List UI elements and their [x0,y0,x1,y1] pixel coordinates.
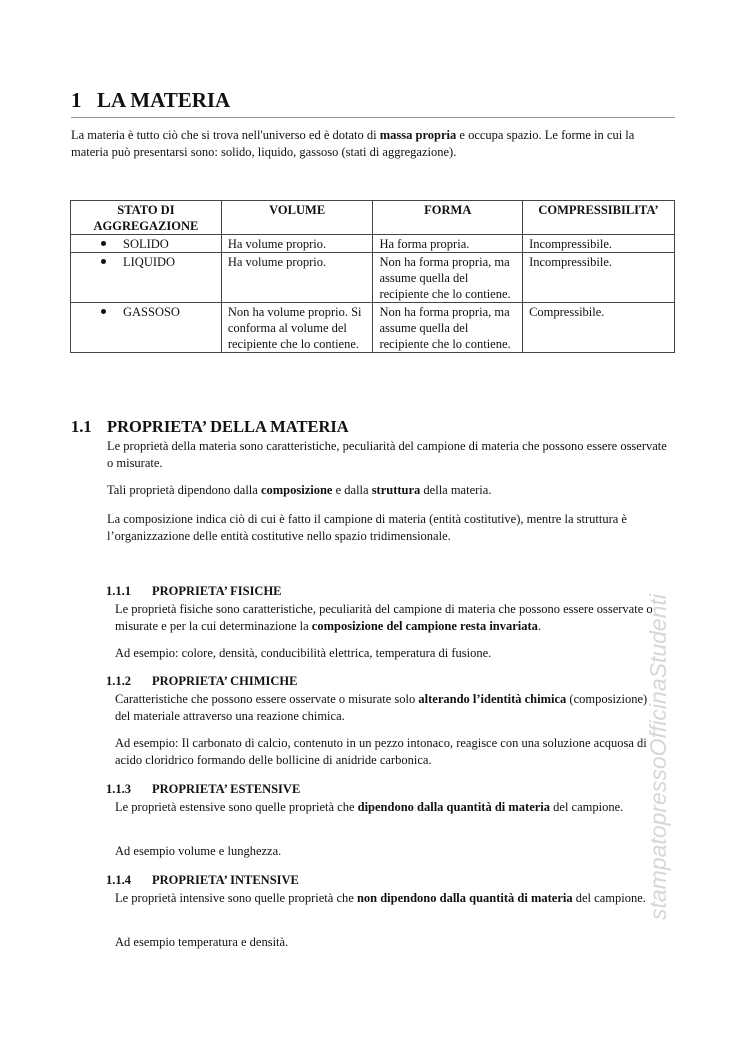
bullet-icon [101,259,106,264]
subsection-title: PROPRIETA’ CHIMICHE [152,674,298,688]
subsection-title: PROPRIETA’ FISICHE [152,584,282,598]
text: e dalla [332,483,372,497]
subsection-heading [106,873,299,888]
table-row [71,303,675,353]
subsection-example: Ad esempio: Il carbonato di calcio, contenuto in un pezzo intonaco, reagisce con una soluzione acquosa di acido cloridrico formando delle bollicine di anidride carbonica. [115,736,647,767]
table-cell: Ha forma propria. [373,235,523,253]
subsection-title: PROPRIETA’ INTENSIVE [152,873,299,887]
bold-text: struttura [371,483,421,497]
subsection-number: 1.1.2 [106,674,131,688]
text: del campione. [572,891,646,905]
text: del campione. [550,800,624,814]
table-header: COMPRESSIBILITA’ [523,201,675,235]
table-row [71,253,675,303]
intro-text-end: e occupa spazio. Le forme in cui la materia può presentarsi sono: solido, liquido, gassoso (stati di aggregazione). [71,128,635,159]
table-cell: Non ha forma propria, ma assume quella del recipiente che lo contiene. [373,303,523,353]
subsection-number: 1.1.4 [106,873,131,887]
subsection-heading [106,782,300,797]
table-header-row [71,201,675,235]
table-cell: Ha volume proprio. [221,235,373,253]
table-cell: Incompressibile. [523,253,675,303]
bold-text: composizione [260,483,333,497]
section-paragraph-1: Le proprietà della materia sono caratteristiche, peculiarità del campione di materia che possono essere osservate o misurate. [107,439,667,470]
subsection-example: Ad esempio volume e lunghezza. [115,844,282,858]
subsection-heading [106,584,282,599]
text: della materia. [420,483,492,497]
section-number: 1.1 [71,417,92,436]
chapter-heading [71,88,675,118]
subsection-paragraph [115,799,655,816]
section-heading [71,417,675,437]
table-cell: Non ha forma propria, ma assume quella del recipiente che lo contiene. [373,253,523,303]
subsection-number: 1.1.3 [106,782,131,796]
table-cell [71,235,222,253]
subsection-paragraph [115,601,655,635]
section-paragraph-2 [107,482,673,499]
state-label: LIQUIDO [123,255,176,269]
subsection-example: Ad esempio: colore, densità, conducibilità elettrica, temperatura di fusione. [115,646,492,660]
table-cell: Compressibile. [523,303,675,353]
text: Caratteristiche che possono essere osservate o misurate solo [115,692,419,706]
table-cell [71,303,222,353]
intro-bold: massa propria [379,128,457,142]
subsection-example: Ad esempio temperatura e densità. [115,935,289,949]
table-cell [71,253,222,303]
bold-text: dipendono dalla quantità di materia [357,800,551,814]
table-header: FORMA [373,201,523,235]
table-cell: Ha volume proprio. [221,253,373,303]
section-title: PROPRIETA’ DELLA MATERIA [107,417,349,436]
text: Le proprietà fisiche sono caratteristiche, peculiarità del campione di materia che possono essere osservate o misurate e per la cui determinazione la [115,602,653,633]
text: Tali proprietà dipendono dalla [107,483,261,497]
subsection-heading [106,674,297,689]
subsection-number: 1.1.1 [106,584,131,598]
text: Le proprietà estensive sono quelle proprietà che [115,800,358,814]
bullet-icon [101,309,106,314]
text: Le proprietà intensive sono quelle proprietà che [115,891,357,905]
text: (composizione) del materiale attraverso una reazione chimica. [115,692,648,723]
bullet-icon [101,241,106,246]
table-cell: Non ha volume proprio. Si conforma al volume del recipiente che lo contiene. [221,303,373,353]
subsection-paragraph [115,691,655,725]
bold-text: alterando l’identità chimica [418,692,567,706]
table-cell: Incompressibile. [523,235,675,253]
bold-text: composizione del campione resta invariata [311,619,538,633]
table-header: VOLUME [221,201,373,235]
state-label: GASSOSO [123,305,180,319]
chapter-number: 1 [71,88,82,112]
subsection-paragraph [115,890,655,907]
state-label: SOLIDO [123,237,169,251]
chapter-title: LA MATERIA [97,88,231,112]
bold-text: non dipendono dalla quantità di materia [356,891,573,905]
text: . [537,619,542,633]
intro-paragraph [71,127,671,161]
table-row [71,235,675,253]
states-table [70,200,675,353]
table-header: STATO DI AGGREGAZIONE [71,201,222,235]
section-paragraph-3: La composizione indica ciò di cui è fatto il campione di materia (entità costitutive), mentre la struttura è l’organizzazione delle entità costitutive nello spazio tridimensionale. [107,512,627,543]
subsection-title: PROPRIETA’ ESTENSIVE [152,782,301,796]
intro-text: La materia è tutto ciò che si trova nell'universo ed è dotato di [71,128,380,142]
watermark: stampatopressoOfficinaStudenti [645,593,671,920]
